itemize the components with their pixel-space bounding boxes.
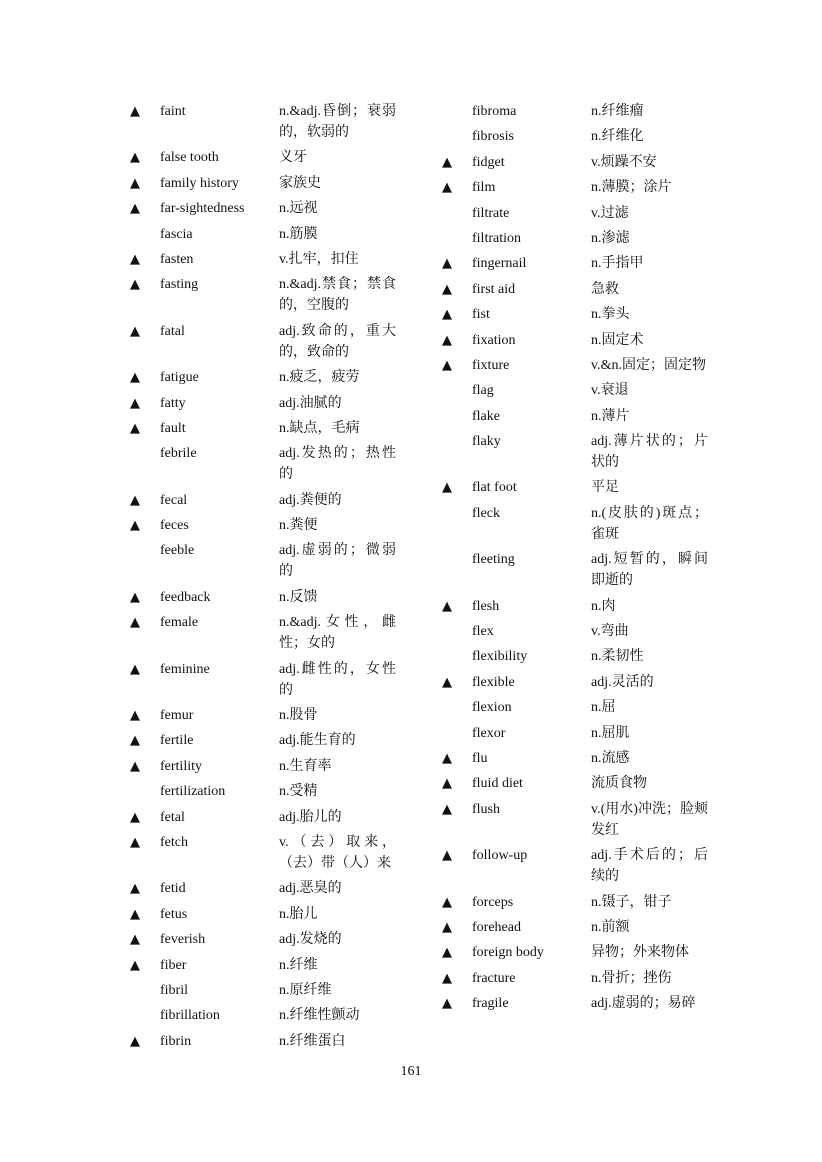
glossary-entry (128, 904, 418, 925)
entry-term: female (160, 615, 199, 631)
glossary-entry (440, 380, 740, 401)
glossary-entry (128, 173, 418, 194)
entry-definition: adj.能生育的 (279, 733, 356, 749)
entry-term: fracture (472, 970, 516, 986)
key-term-triangle-icon: ▲ (442, 357, 452, 373)
entry-definition: n.柔韧性 (591, 649, 644, 665)
glossary-entry (440, 968, 740, 989)
glossary-entry (440, 355, 740, 376)
glossary-entry (128, 367, 418, 388)
entry-definition: v.烦躁不安 (591, 154, 657, 170)
entry-definition: n.纤维瘤 (591, 104, 644, 119)
glossary-entry (128, 101, 418, 143)
key-term-triangle-icon: ▲ (130, 708, 140, 724)
entry-definition: n.筋膜 (279, 226, 318, 242)
glossary-entry (440, 177, 740, 198)
glossary-entry (440, 646, 740, 667)
entry-definition: n.远视 (279, 201, 318, 217)
entry-definition: n.粪便 (279, 518, 318, 534)
glossary-entry (440, 126, 740, 147)
entry-term: fluid diet (472, 776, 523, 792)
key-term-triangle-icon: ▲ (130, 104, 140, 119)
glossary-entry (440, 845, 740, 887)
entry-definition: adj.恶臭的 (279, 881, 342, 897)
entry-term: feedback (160, 589, 211, 605)
key-term-triangle-icon: ▲ (442, 776, 452, 792)
key-term-triangle-icon: ▲ (442, 332, 452, 348)
entry-definition: n.拳头 (591, 307, 630, 323)
key-term-triangle-icon: ▲ (130, 370, 140, 386)
entry-term: flex (472, 624, 494, 640)
key-term-triangle-icon: ▲ (130, 420, 140, 436)
entry-term: fertile (160, 733, 194, 749)
entry-term: flexibility (472, 649, 528, 665)
entry-definition: v.衰退 (591, 383, 629, 399)
entry-definition: n.薄膜；涂片 (591, 180, 672, 196)
glossary-entry (128, 705, 418, 726)
key-term-triangle-icon: ▲ (130, 492, 140, 508)
entry-term: febrile (160, 446, 197, 462)
glossary-entry (128, 443, 418, 485)
entry-definition: n.纤维性颤动 (279, 1008, 360, 1024)
glossary-entry (440, 330, 740, 351)
glossary-entry (128, 1005, 418, 1026)
glossary-entry (128, 490, 418, 511)
entry-term: fault (160, 420, 186, 436)
key-term-triangle-icon: ▲ (130, 589, 140, 605)
entry-term: flexion (472, 700, 512, 716)
key-term-triangle-icon: ▲ (130, 834, 140, 850)
entry-term: filtrate (472, 205, 510, 221)
glossary-entry (440, 304, 740, 325)
glossary-entry (128, 418, 418, 439)
glossary-entry (128, 730, 418, 751)
entry-term: fixture (472, 357, 510, 373)
glossary-entry (128, 955, 418, 976)
entry-term: fleck (472, 505, 500, 521)
glossary-entry (128, 929, 418, 950)
entry-definition: n.骨折；挫伤 (591, 970, 672, 986)
entry-definition: n.前额 (591, 919, 630, 935)
entry-term: follow-up (472, 848, 528, 864)
key-term-triangle-icon: ▲ (130, 277, 140, 293)
glossary-entry (128, 249, 418, 270)
key-term-triangle-icon: ▲ (130, 906, 140, 922)
key-term-triangle-icon: ▲ (130, 932, 140, 948)
glossary-entry (440, 203, 740, 224)
entry-definition: n.镊子，钳子 (591, 894, 672, 910)
key-term-triangle-icon: ▲ (442, 256, 452, 272)
entry-term: fibroma (472, 104, 517, 119)
key-term-triangle-icon: ▲ (442, 801, 452, 817)
glossary-entry (128, 540, 418, 582)
glossary-entry (440, 431, 740, 473)
entry-term: flaky (472, 434, 501, 450)
entry-term: foreign body (472, 945, 544, 961)
entry-definition: v.弯曲 (591, 624, 629, 640)
entry-definition: adj.手术后的；后续的 (591, 848, 708, 885)
entry-definition: n.受精 (279, 784, 318, 800)
glossary-entry (440, 942, 740, 963)
key-term-triangle-icon: ▲ (130, 251, 140, 267)
entry-term: fetid (160, 881, 186, 897)
entry-definition: 义牙 (279, 150, 307, 166)
entry-term: flu (472, 750, 488, 766)
glossary-entry (128, 980, 418, 1001)
entry-term: fertilization (160, 784, 226, 800)
key-term-triangle-icon: ▲ (442, 894, 452, 910)
key-term-triangle-icon: ▲ (442, 480, 452, 496)
entry-definition: n.原纤维 (279, 982, 332, 998)
entry-term: feverish (160, 932, 206, 948)
glossary-entry (128, 659, 418, 701)
key-term-triangle-icon: ▲ (130, 615, 140, 631)
entry-term: fatal (160, 323, 185, 339)
glossary-entry (440, 253, 740, 274)
entry-term: fleeting (472, 552, 515, 568)
entry-definition: n.固定术 (591, 332, 644, 348)
glossary-entry (128, 878, 418, 899)
entry-definition: adj.发热的；热性的 (279, 446, 396, 483)
key-term-triangle-icon: ▲ (442, 970, 452, 986)
entry-term: fragile (472, 996, 509, 1012)
entry-definition: v.（去）取来，（去）带（人）来 (279, 834, 396, 871)
glossary-entry (128, 832, 418, 874)
entry-term: fetus (160, 906, 188, 922)
entry-definition: n.手指甲 (591, 256, 644, 272)
key-term-triangle-icon: ▲ (130, 395, 140, 411)
entry-definition: n.&adj.女性，雌性；女的 (279, 615, 396, 652)
entry-definition: n.&adj.禁食；禁食的，空腹的 (279, 277, 396, 314)
entry-term: flexible (472, 674, 515, 690)
glossary-entry (128, 756, 418, 777)
entry-definition: n.肉 (591, 598, 616, 614)
glossary-entry (128, 515, 418, 536)
entry-definition: adj.雌性的，女性的 (279, 661, 396, 698)
key-term-triangle-icon: ▲ (442, 598, 452, 614)
entry-term: fecal (160, 492, 188, 508)
entry-definition: n.(皮肤的)斑点；雀斑 (591, 505, 708, 542)
entry-term: flag (472, 383, 494, 399)
glossary-entry (128, 321, 418, 363)
key-term-triangle-icon: ▲ (442, 848, 452, 864)
key-term-triangle-icon: ▲ (130, 881, 140, 897)
entry-term: film (472, 180, 496, 196)
glossary-entry (440, 748, 740, 769)
entry-definition: adj.粪便的 (279, 492, 342, 508)
entry-definition: n.&adj.昏倒；衰弱的，软弱的 (279, 104, 396, 140)
entry-term: femur (160, 708, 194, 724)
entry-definition: n.疲乏，疲劳 (279, 370, 360, 386)
key-term-triangle-icon: ▲ (130, 733, 140, 749)
entry-definition: n.纤维蛋白 (279, 1033, 346, 1049)
entry-definition: n.流感 (591, 750, 630, 766)
entry-definition: n.生育率 (279, 758, 332, 774)
glossary-entry (440, 697, 740, 718)
key-term-triangle-icon: ▲ (130, 201, 140, 217)
glossary-entry (440, 477, 740, 498)
entry-term: fibrin (160, 1033, 192, 1049)
entry-term: fasten (160, 251, 194, 267)
entry-definition: v.&n.固定；固定物 (591, 357, 706, 373)
entry-definition: v.(用水)冲洗；脸颊发红 (591, 801, 708, 838)
glossary-entry (128, 612, 418, 654)
key-term-triangle-icon: ▲ (130, 957, 140, 973)
entry-definition: adj.短暂的，瞬间即逝的 (591, 552, 708, 589)
entry-term: fetal (160, 809, 185, 825)
glossary-entry (128, 393, 418, 414)
entry-term: feces (160, 518, 189, 534)
entry-term: fertility (160, 758, 202, 774)
glossary-entry (440, 773, 740, 794)
entry-term: fibrillation (160, 1008, 220, 1024)
entry-term: fist (472, 307, 490, 323)
glossary-entry (440, 993, 740, 1014)
glossary-entry (128, 274, 418, 316)
entry-definition: adj.虚弱的；微弱的 (279, 543, 396, 580)
entry-term: far-sightedness (160, 201, 245, 217)
entry-definition: n.屈肌 (591, 725, 630, 741)
key-term-triangle-icon: ▲ (130, 809, 140, 825)
entry-term: first aid (472, 281, 516, 297)
entry-term: false tooth (160, 150, 219, 166)
glossary-entry (440, 799, 740, 841)
glossary-entry (440, 892, 740, 913)
key-term-triangle-icon: ▲ (130, 150, 140, 166)
glossary-entry (128, 224, 418, 245)
entry-term: forceps (472, 894, 514, 910)
key-term-triangle-icon: ▲ (442, 674, 452, 690)
key-term-triangle-icon: ▲ (442, 996, 452, 1012)
key-term-triangle-icon: ▲ (130, 175, 140, 191)
entry-definition: 异物；外来物体 (591, 945, 689, 961)
key-term-triangle-icon: ▲ (442, 919, 452, 935)
entry-term: fiber (160, 957, 187, 973)
entry-term: flat foot (472, 480, 517, 496)
entry-term: fibril (160, 982, 188, 998)
entry-definition: v.扎牢，扣住 (279, 251, 359, 267)
entry-definition: adj.胎儿的 (279, 809, 342, 825)
entry-term: flush (472, 801, 500, 817)
key-term-triangle-icon: ▲ (130, 518, 140, 534)
entry-definition: 急救 (591, 281, 619, 297)
entry-term: forehead (472, 919, 521, 935)
entry-definition: 流质食物 (591, 776, 647, 792)
glossary-entry (128, 781, 418, 802)
key-term-triangle-icon: ▲ (130, 661, 140, 677)
key-term-triangle-icon: ▲ (442, 180, 452, 196)
entry-term: feminine (160, 661, 210, 677)
key-term-triangle-icon: ▲ (442, 307, 452, 323)
glossary-entry (440, 917, 740, 938)
entry-definition: n.胎儿 (279, 906, 318, 922)
entry-term: fasting (160, 277, 199, 293)
entry-definition: adj.薄片状的；片状的 (591, 434, 708, 471)
entry-term: flesh (472, 598, 500, 614)
entry-definition: n.纤维化 (591, 129, 644, 145)
glossary-entry (440, 672, 740, 693)
key-term-triangle-icon: ▲ (442, 281, 452, 297)
glossary-entry (128, 147, 418, 168)
entry-definition: 家族史 (279, 175, 321, 191)
entry-term: feeble (160, 543, 195, 559)
key-term-triangle-icon: ▲ (442, 154, 452, 170)
entry-definition: n.屈 (591, 700, 616, 716)
glossary-entry (440, 406, 740, 427)
entry-term: flexor (472, 725, 506, 741)
glossary-entry (440, 101, 740, 122)
glossary-entry (128, 1031, 418, 1052)
entry-definition: n.缺点，毛病 (279, 420, 360, 436)
entry-definition: adj.致命的，重大的，致命的 (279, 323, 396, 360)
entry-definition: adj.油腻的 (279, 395, 342, 411)
entry-definition: adj.发烧的 (279, 932, 342, 948)
entry-term: fingernail (472, 256, 527, 272)
entry-definition: n.股骨 (279, 708, 318, 724)
entry-definition: v.过滤 (591, 205, 629, 221)
glossary-entry (440, 279, 740, 300)
entry-definition: 平足 (591, 480, 619, 496)
left-column (128, 101, 418, 1056)
glossary-entry (128, 807, 418, 828)
glossary-entry (440, 549, 740, 591)
entry-term: fatigue (160, 370, 199, 386)
entry-definition: n.渗滤 (591, 230, 630, 246)
entry-definition: adj.虚弱的；易碎 (591, 996, 696, 1012)
key-term-triangle-icon: ▲ (130, 758, 140, 774)
entry-definition: n.纤维 (279, 957, 318, 973)
entry-term: flake (472, 408, 500, 424)
key-term-triangle-icon: ▲ (442, 750, 452, 766)
glossary-entry (440, 621, 740, 642)
key-term-triangle-icon: ▲ (442, 945, 452, 961)
page-number: 161 (400, 1064, 422, 1079)
glossary-entry (440, 596, 740, 617)
entry-term: fibrosis (472, 129, 514, 145)
entry-term: family history (160, 175, 239, 191)
entry-term: fidget (472, 154, 505, 170)
entry-term: fascia (160, 226, 193, 242)
entry-definition: n.薄片 (591, 408, 630, 424)
entry-definition: n.反馈 (279, 589, 318, 605)
entry-term: fixation (472, 332, 516, 348)
entry-term: fatty (160, 395, 186, 411)
glossary-entry (440, 152, 740, 173)
glossary-entry (128, 587, 418, 608)
key-term-triangle-icon: ▲ (130, 1033, 140, 1049)
key-term-triangle-icon: ▲ (130, 323, 140, 339)
glossary-entry (440, 503, 740, 545)
glossary-entry (440, 723, 740, 744)
right-column (440, 101, 740, 1019)
glossary-entry (128, 198, 418, 219)
glossary-entry (440, 228, 740, 249)
entry-term: filtration (472, 230, 521, 246)
entry-term: faint (160, 104, 186, 119)
entry-definition: adj.灵活的 (591, 674, 654, 690)
entry-term: fetch (160, 834, 188, 850)
